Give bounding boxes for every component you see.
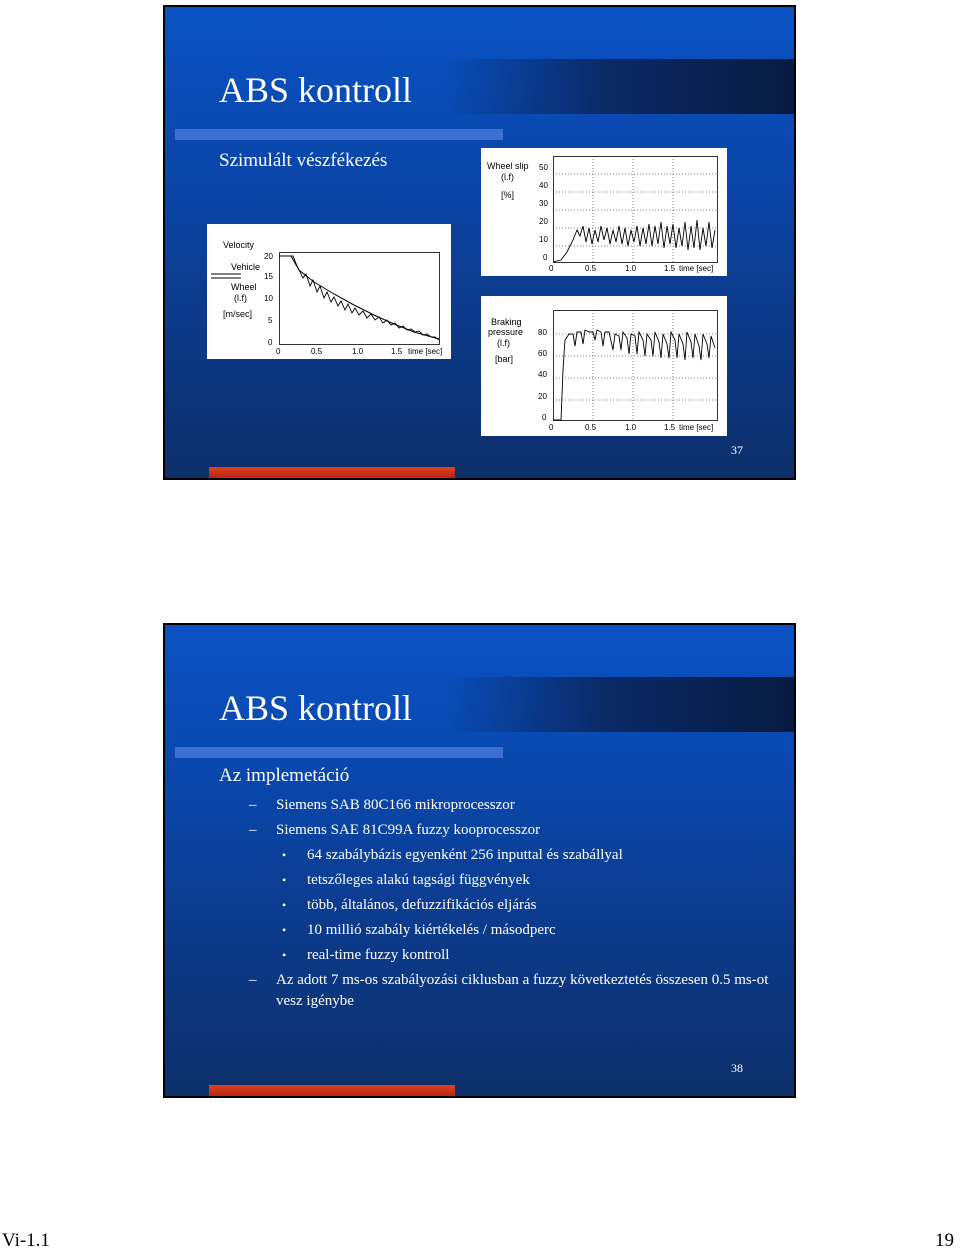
braking-pressure-plot: [553, 310, 719, 422]
wheel-legend-line: [211, 276, 243, 280]
decor-title-bar: [175, 747, 503, 758]
list-item: – Siemens SAE 81C99A fuzzy kooprocesszor: [219, 818, 779, 843]
slide-subtitle: Szimulált vészfékezés: [219, 150, 388, 171]
list-item: – Az adott 7 ms-os szabályozási ciklusban a fuzzy következtetés összesen 0.5 ms-ot vesz igénybe: [249, 972, 769, 1009]
dot-bullet: •: [282, 923, 287, 937]
x-tick: 0: [549, 264, 554, 273]
dot-bullet: •: [282, 948, 287, 962]
y-tick: 0: [268, 338, 273, 347]
footer-page-number: 19: [935, 1230, 954, 1251]
y-tick: 40: [539, 181, 548, 190]
list-item: • tetszőleges alakú tagsági függvények: [219, 868, 779, 893]
decor-bottom-bar: [209, 1085, 455, 1098]
x-tick: 0: [549, 423, 554, 432]
wheel-slip-label: Wheel slip: [487, 161, 529, 171]
x-tick: 0.5: [311, 347, 323, 356]
braking-pressure-chart: [481, 296, 727, 436]
x-tick: 1.0: [352, 347, 364, 356]
dash-bullet: –: [249, 822, 257, 838]
slide-content: [219, 765, 779, 1012]
list-item: • 10 millió szabály kiértékelés / másodperc: [219, 918, 779, 943]
slide-title: ABS kontroll: [219, 70, 413, 110]
footer-left: Vi-1.1: [2, 1230, 50, 1251]
list-item: • több, általános, defuzzifikációs eljárás: [219, 893, 779, 918]
x-tick: 1.0: [625, 264, 637, 273]
page-number: 38: [731, 1061, 743, 1075]
pressure-label: pressure: [488, 327, 524, 337]
y-tick: 50: [539, 163, 548, 172]
x-tick: 1.5: [664, 264, 676, 273]
vehicle-curve: [279, 256, 439, 339]
velocity-chart: [207, 224, 451, 359]
braking-pressure-curve: [553, 330, 715, 420]
velocity-label: Velocity: [223, 240, 255, 250]
y-tick: 0: [543, 253, 548, 262]
dot-bullet: •: [282, 898, 287, 912]
y-tick: 80: [538, 328, 547, 337]
x-tick: 1.0: [625, 423, 637, 432]
y-tick: 40: [538, 370, 547, 379]
wheel-label: Wheel: [231, 282, 257, 292]
y-tick: 10: [539, 235, 548, 244]
y-tick: 20: [539, 217, 548, 226]
wheel-lf-label: (l.f): [234, 293, 247, 303]
section-heading: Az implemetáció: [219, 765, 350, 786]
y-tick: 20: [538, 392, 547, 401]
x-tick: 1.5: [391, 347, 403, 356]
pressure-lf-label: (l.f): [497, 338, 510, 348]
decor-top-band: [445, 59, 796, 114]
y-tick: 15: [264, 272, 273, 281]
wheel-slip-plot: [553, 156, 719, 264]
dash-bullet: –: [249, 972, 257, 988]
wheel-slip-chart: [481, 148, 727, 276]
x-tick: 0.5: [585, 423, 597, 432]
list-item: • 64 szabálybázis egyenként 256 inputtal és szabállyal: [219, 843, 779, 868]
y-tick: 5: [268, 316, 273, 325]
dot-bullet: •: [282, 848, 287, 862]
x-axis-label: time [sec]: [679, 423, 714, 432]
wheel-slip-unit-label: [%]: [501, 190, 515, 200]
slide-38: [163, 623, 796, 1098]
y-tick: 20: [264, 252, 273, 261]
slide-37: [163, 5, 796, 480]
wheel-slip-curve: [553, 220, 715, 262]
velocity-unit-label: [m/sec]: [223, 309, 253, 319]
x-tick: 0.5: [585, 264, 597, 273]
x-axis-label: time [sec]: [408, 347, 443, 356]
y-tick: 30: [539, 199, 548, 208]
x-tick: 0: [276, 347, 281, 356]
y-tick: 0: [542, 413, 547, 422]
slide-title: ABS kontroll: [219, 688, 413, 728]
decor-top-band: [445, 677, 796, 732]
x-axis-label: time [sec]: [679, 264, 714, 273]
list-item: – Siemens SAB 80C166 mikroprocesszor: [219, 793, 779, 818]
list-item: • real-time fuzzy kontroll: [219, 943, 779, 968]
dash-bullet: –: [249, 797, 257, 813]
decor-title-bar: [175, 129, 503, 140]
page-number: 37: [731, 443, 743, 457]
wheel-slip-lf-label: (l.f): [501, 172, 514, 182]
braking-label: Braking: [491, 317, 522, 327]
dot-bullet: •: [282, 873, 287, 887]
wheel-curve: [279, 256, 439, 340]
velocity-plot: [279, 252, 443, 346]
vehicle-label: Vehicle: [231, 262, 261, 272]
y-tick: 10: [264, 294, 273, 303]
x-tick: 1.5: [664, 423, 676, 432]
pressure-unit-label: [bar]: [495, 354, 514, 364]
decor-bottom-bar: [209, 467, 455, 480]
y-tick: 60: [538, 349, 547, 358]
